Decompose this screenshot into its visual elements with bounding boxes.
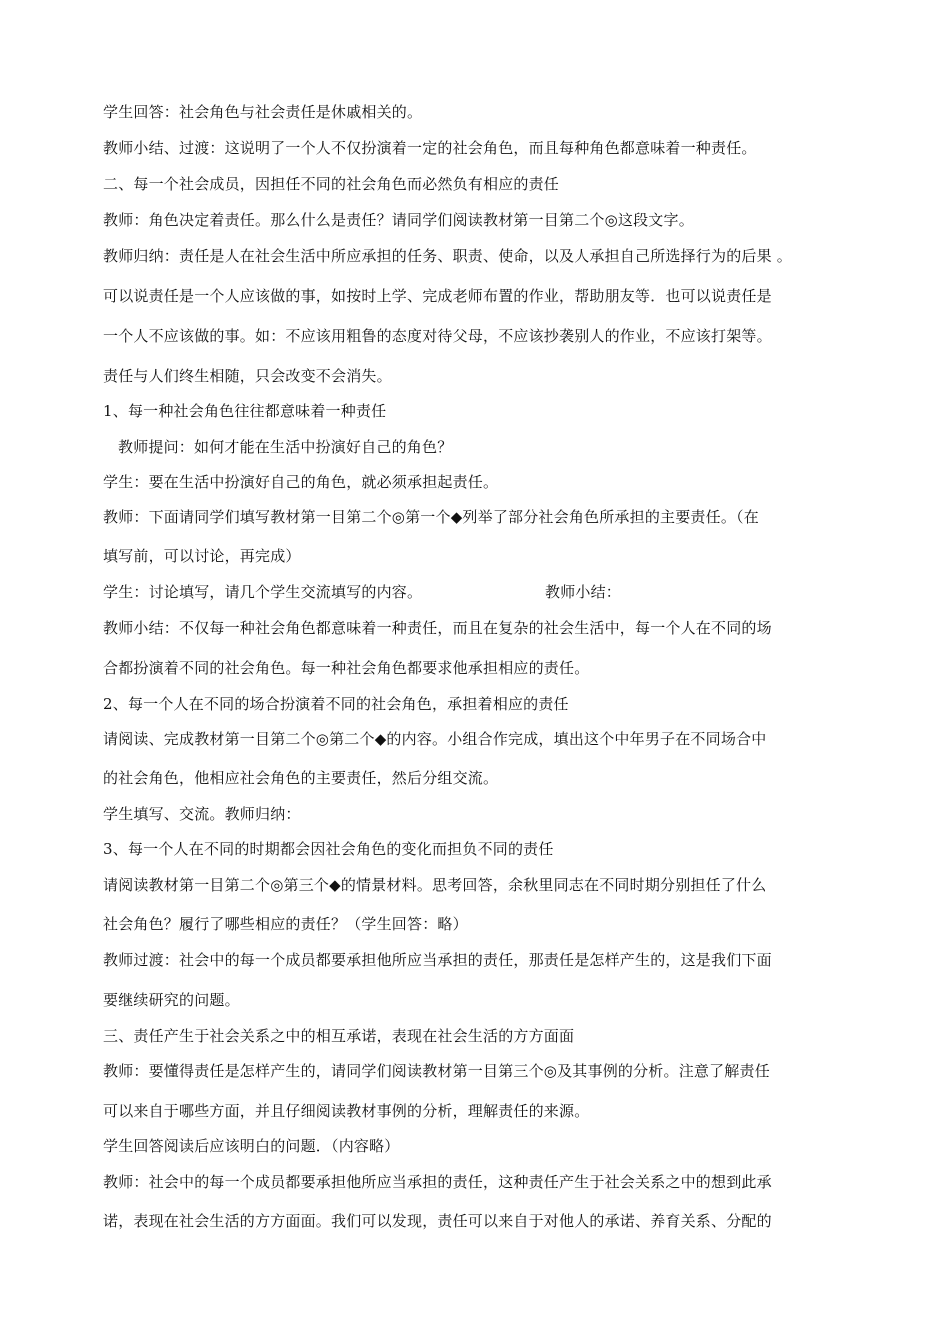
- text-line: 学生：要在生活中扮演好自己的角色，就必须承担起责任。: [103, 473, 499, 491]
- text-line: 学生填写、交流。教师归纳：: [103, 805, 301, 823]
- section-heading: 二、每一个社会成员，因担任不同的社会角色而必然负有相应的责任: [103, 175, 560, 193]
- text-line: 学生：讨论填写，请几个学生交流填写的内容。: [103, 583, 423, 601]
- text-line: 教师：角色决定着责任。那么什么是责任？请同学们阅读教材第一目第二个◎这段文字。: [103, 211, 694, 229]
- text-line: 教师归纳：责任是人在社会生活中所应承担的任务、职责、使命，以及人承担自己所选择行为的后果 。: [103, 247, 792, 265]
- text-line: 教师：社会中的每一个成员都要承担他所应当承担的责任，这种责任产生于社会关系之中的想到此承: [103, 1173, 772, 1191]
- text-line: 请阅读、完成教材第一目第二个◎第二个◆的内容。小组合作完成，填出这个中年男子在不同场合中: [103, 730, 767, 748]
- text-line: 教师小结、过渡：这说明了一个人不仅扮演着一定的社会角色，而且每种角色都意味着一种责任。: [103, 139, 757, 157]
- text-line: 教师小结：: [545, 583, 622, 601]
- text-line: 教师提问：如何才能在生活中扮演好自己的角色？: [118, 438, 453, 456]
- text-line: 可以说责任是一个人应该做的事，如按时上学、完成老师布置的作业，帮助朋友等．也可以说责任是: [103, 287, 772, 305]
- text-line: 填写前，可以讨论，再完成）: [103, 547, 301, 565]
- text-line: 教师小结：不仅每一种社会角色都意味着一种责任，而且在复杂的社会生活中，每一个人在不同的场: [103, 619, 772, 637]
- text-line: 请阅读教材第一目第二个◎第三个◆的情景材料。思考回答，余秋里同志在不同时期分别担任了什么: [103, 876, 767, 894]
- text-line: 责任与人们终生相随，只会改变不会消失。: [103, 367, 392, 385]
- text-line: 可以来自于哪些方面，并且仔细阅读教材事例的分析，理解责任的来源。: [103, 1102, 590, 1120]
- text-line: 学生回答：社会角色与社会责任是休戚相关的。: [103, 103, 423, 121]
- subsection-heading: 2、每一个人在不同的场合扮演着不同的社会角色，承担着相应的责任: [103, 695, 569, 713]
- text-line: 社会角色？履行了哪些相应的责任？（学生回答：略）: [103, 915, 468, 933]
- text-line: 合都扮演着不同的社会角色。每一种社会角色都要求他承担相应的责任。: [103, 659, 590, 677]
- text-line: 教师过渡：社会中的每一个成员都要承担他所应当承担的责任，那责任是怎样产生的，这是我们下面: [103, 951, 772, 969]
- text-line: 一个人不应该做的事。如：不应该用粗鲁的态度对待父母，不应该抄袭别人的作业，不应该打架等。: [103, 327, 772, 345]
- text-line: 教师：下面请同学们填写教材第一目第二个◎第一个◆列举了部分社会角色所承担的主要责任。（在: [103, 508, 759, 526]
- subsection-heading: 3、每一个人在不同的时期都会因社会角色的变化而担负不同的责任: [103, 840, 554, 858]
- text-line: 要继续研究的问题。: [103, 991, 240, 1009]
- text-line: 教师：要懂得责任是怎样产生的，请同学们阅读教材第一目第三个◎及其事例的分析。注意了解责任: [103, 1062, 770, 1080]
- text-line: 的社会角色，他相应社会角色的主要责任，然后分组交流。: [103, 769, 499, 787]
- text-line: 诺，表现在社会生活的方方面面。我们可以发现，责任可以来自于对他人的承诺、养育关系、分配的: [103, 1212, 772, 1230]
- section-heading: 三、责任产生于社会关系之中的相互承诺，表现在社会生活的方方面面: [103, 1027, 575, 1045]
- text-line: 学生回答阅读后应该明白的问题．（内容略）: [103, 1137, 400, 1155]
- subsection-heading: 1、每一种社会角色往往都意味着一种责任: [103, 402, 387, 420]
